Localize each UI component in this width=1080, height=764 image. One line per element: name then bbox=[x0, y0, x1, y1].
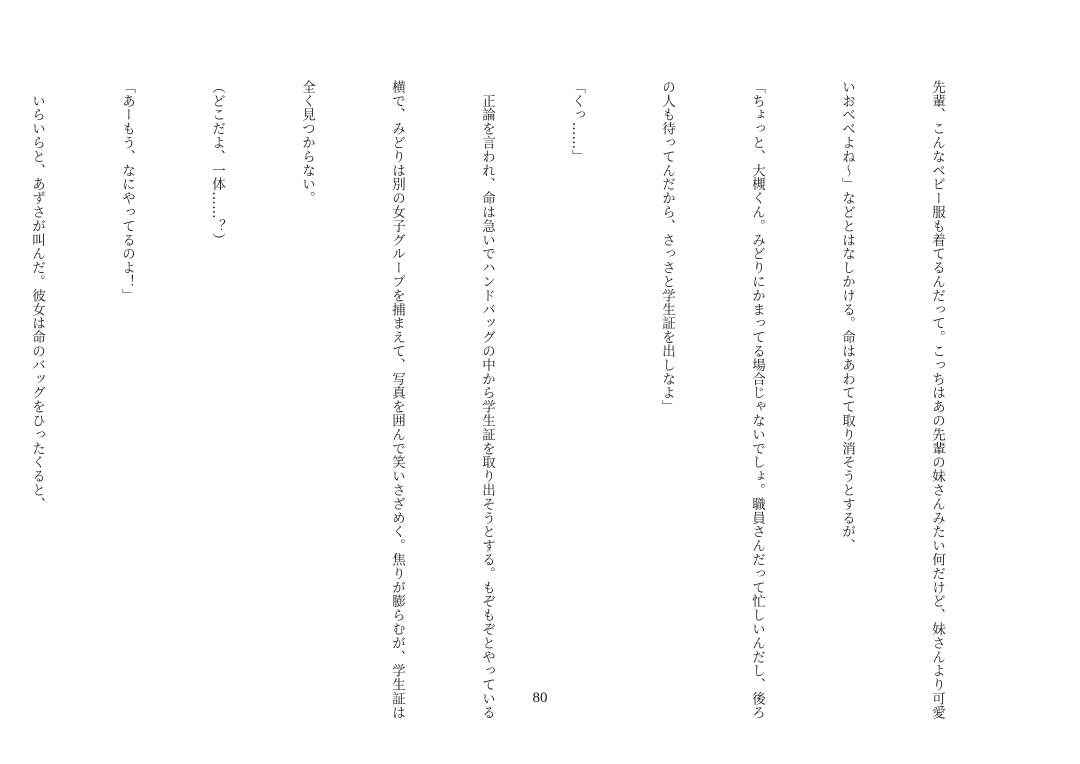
text-line: 「あーもう、なにやってるのよ！」 bbox=[119, 80, 135, 303]
text-line: 横で、みどりは別の女子グループを捕まえて、写真を囲んで笑いさざめく。焦りが膨らむが、学生証は bbox=[389, 80, 405, 720]
page-number: 80 bbox=[532, 690, 548, 706]
text-line: 正論を言われ、命は急いでハンドバッグの中から学生証を取り出そうとする。もぞもぞとやっている bbox=[479, 80, 495, 720]
text-line: いらいらと、あずさが叫んだ。彼女は命のバッグをひったくると、 bbox=[29, 80, 45, 511]
text-line: の人も待ってんだから、さっさと学生証を出しなよ」 bbox=[659, 80, 675, 414]
text-line: 「くっ……」 bbox=[569, 80, 585, 164]
text-line: （どこだよ、一体……？） bbox=[209, 80, 225, 247]
text-line: 先輩、こんなベビー服も着てるんだって。こっちはあの先輩の妹さんみたい何だけど、妹さんより可愛 bbox=[929, 80, 945, 720]
text-line: いおべべよね〜」などとはなしかける。命はあわてて取り消そうとするが、 bbox=[839, 80, 855, 553]
text-line: 全く見つからない。 bbox=[299, 80, 315, 206]
text-line: 「ちょっと、大槻くん。みどりにかまってる場合じゃないでしょ。職員さんだって忙しいんだし、後ろ bbox=[749, 80, 765, 720]
